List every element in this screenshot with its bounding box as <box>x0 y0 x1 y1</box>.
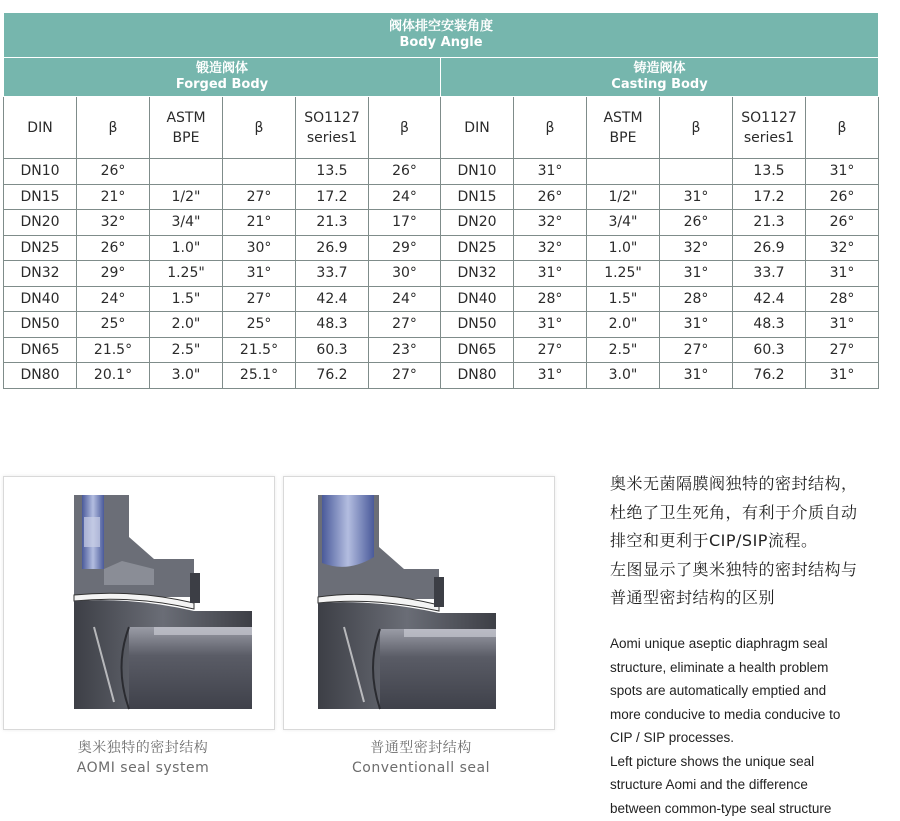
table-cell: 1/2" <box>150 184 223 210</box>
table-cell: 3.0" <box>587 363 660 389</box>
col-astm-line1: ASTM <box>166 109 206 126</box>
table-cell: DN65 <box>441 337 514 363</box>
conventional-seal-caption-zh: 普通型密封结构 <box>370 740 472 756</box>
table-cell: 42.4 <box>733 286 806 312</box>
col-beta: β <box>77 97 150 159</box>
table-cell: 17.2 <box>733 184 806 210</box>
table-cell: 3/4" <box>150 210 223 236</box>
table-cell: 32° <box>806 235 879 261</box>
table-cell: 27° <box>223 184 296 210</box>
table-cell: 31° <box>660 261 733 287</box>
table-cell: 2.5" <box>150 337 223 363</box>
table-cell: 1.0" <box>150 235 223 261</box>
table-title-zh: 阀体排空安装角度 <box>389 19 494 34</box>
table-cell: 26.9 <box>733 235 806 261</box>
table-cell: 26° <box>514 184 587 210</box>
table-cell <box>223 159 296 185</box>
table-row <box>4 210 879 236</box>
forged-body-en: Forged Body <box>175 77 269 92</box>
description-en-line: structure Aomi and the difference <box>610 777 808 792</box>
table-cell: 26° <box>77 159 150 185</box>
table-cell: 21.5° <box>223 337 296 363</box>
forged-body-header <box>4 58 441 97</box>
table-cell: 27° <box>514 337 587 363</box>
col-so-line1: SO1127 <box>304 109 360 126</box>
table-cell: DN15 <box>4 184 77 210</box>
table-title <box>4 13 879 58</box>
description-en-line: spots are automatically emptied and <box>610 683 827 698</box>
table-row <box>4 363 879 389</box>
table-cell: 26° <box>660 210 733 236</box>
col-din: DIN <box>441 97 514 159</box>
aomi-seal-caption-zh: 奥米独特的密封结构 <box>77 740 209 756</box>
table-cell: 21.5° <box>77 337 150 363</box>
table-cell: 48.3 <box>296 312 369 338</box>
table-cell: 1/2" <box>587 184 660 210</box>
table-cell: 27° <box>369 312 441 338</box>
table-cell: 31° <box>514 159 587 185</box>
table-cell: 21° <box>223 210 296 236</box>
table-cell: 48.3 <box>733 312 806 338</box>
table-cell: 1.0" <box>587 235 660 261</box>
description-english <box>610 632 895 820</box>
col-beta: β <box>514 97 587 159</box>
col-beta: β <box>660 97 733 159</box>
table-cell: 31° <box>223 261 296 287</box>
table-cell: 3.0" <box>150 363 223 389</box>
table-cell: 31° <box>806 363 879 389</box>
col-astm-bpe <box>587 97 660 159</box>
table-cell: 32° <box>77 210 150 236</box>
table-cell: DN10 <box>441 159 514 185</box>
col-so1127 <box>296 97 369 159</box>
table-cell: 32° <box>514 210 587 236</box>
description-en-line: Aomi unique aseptic diaphragm seal <box>610 636 828 651</box>
casting-body-header <box>441 58 879 97</box>
table-cell: 24° <box>77 286 150 312</box>
table-cell: 29° <box>77 261 150 287</box>
table-cell: 20.1° <box>77 363 150 389</box>
table-cell: 25° <box>223 312 296 338</box>
table-title-en: Body Angle <box>399 35 483 50</box>
aomi-seal-image-panel <box>3 476 275 730</box>
table-cell: 42.4 <box>296 286 369 312</box>
description-zh-line: 普通型密封结构的区别 <box>610 588 776 607</box>
table-cell: DN80 <box>4 363 77 389</box>
table-cell: DN40 <box>4 286 77 312</box>
table-cell: 25.1° <box>223 363 296 389</box>
body-angle-table <box>3 12 879 389</box>
description-en-line: structure, eliminate a health problem <box>610 659 829 675</box>
col-so-line1: SO1127 <box>741 109 797 126</box>
description-zh-line: 左图显示了奥米独特的密封结构与 <box>610 559 858 579</box>
table-body <box>4 159 879 389</box>
table-cell: 33.7 <box>733 261 806 287</box>
table-cell: 60.3 <box>733 337 806 363</box>
table-cell: 32° <box>660 235 733 261</box>
table-cell: DN15 <box>441 184 514 210</box>
table-cell: DN40 <box>441 286 514 312</box>
table-cell: 24° <box>369 184 441 210</box>
table-cell: 28° <box>514 286 587 312</box>
casting-body-en: Casting Body <box>611 77 708 92</box>
table-cell: 1.25" <box>587 261 660 287</box>
table-cell: 31° <box>514 261 587 287</box>
table-row <box>4 235 879 261</box>
table-cell: 30° <box>369 261 441 287</box>
table-cell: 21° <box>77 184 150 210</box>
table-cell: DN50 <box>4 312 77 338</box>
table-cell: 60.3 <box>296 337 369 363</box>
table-cell: 26° <box>369 159 441 185</box>
table-cell: 1.25" <box>150 261 223 287</box>
table-cell: 23° <box>369 337 441 363</box>
table-cell: 13.5 <box>733 159 806 185</box>
table-cell: 26° <box>806 210 879 236</box>
description-en-line: between common-type seal structure <box>610 800 832 816</box>
aomi-seal-illustration <box>4 477 274 729</box>
forged-body-zh: 锻造阀体 <box>195 61 248 76</box>
aomi-seal-caption <box>8 738 278 778</box>
description-zh-line: 奥米无菌隔膜阀独特的密封结构， <box>610 474 858 493</box>
table-cell: 21.3 <box>733 210 806 236</box>
table-cell: DN32 <box>4 261 77 287</box>
col-beta: β <box>806 97 879 159</box>
col-astm-line1: ASTM <box>603 109 643 126</box>
table-cell: DN20 <box>4 210 77 236</box>
table-cell: 24° <box>369 286 441 312</box>
description-en-line: Left picture shows the unique seal <box>610 753 815 769</box>
table-cell: 31° <box>514 363 587 389</box>
table-cell: DN25 <box>441 235 514 261</box>
table-cell: 29° <box>369 235 441 261</box>
table-cell: 26° <box>77 235 150 261</box>
table-cell: DN80 <box>441 363 514 389</box>
table-cell <box>150 159 223 185</box>
table-cell: DN32 <box>441 261 514 287</box>
table-cell: 27° <box>223 286 296 312</box>
table-cell: 2.5" <box>587 337 660 363</box>
table-cell: 76.2 <box>296 363 369 389</box>
table-cell: 2.0" <box>587 312 660 338</box>
table-cell: 27° <box>660 337 733 363</box>
col-din: DIN <box>4 97 77 159</box>
table-cell: 28° <box>806 286 879 312</box>
conventional-seal-caption <box>286 738 556 778</box>
casting-body-zh: 铸造阀体 <box>633 61 686 76</box>
table-cell: 13.5 <box>296 159 369 185</box>
table-cell: DN25 <box>4 235 77 261</box>
table-cell <box>660 159 733 185</box>
table-cell: DN65 <box>4 337 77 363</box>
table-cell: 27° <box>806 337 879 363</box>
col-so-line2: series1 <box>743 129 795 146</box>
table-row <box>4 159 879 185</box>
table-cell: 21.3 <box>296 210 369 236</box>
table-cell: 76.2 <box>733 363 806 389</box>
description-zh-line: 排空和更利于CIP/SIP流程。 <box>610 531 818 550</box>
description-en-line: more conducive to media conducive to <box>610 706 841 722</box>
table-cell: 31° <box>514 312 587 338</box>
table-cell: 27° <box>369 363 441 389</box>
col-so-line2: series1 <box>306 129 358 146</box>
col-so1127 <box>733 97 806 159</box>
description-en-line: CIP / SIP processes. <box>610 730 735 745</box>
table-row <box>4 184 879 210</box>
col-astm-line2: BPE <box>609 129 637 146</box>
table-cell: DN20 <box>441 210 514 236</box>
conventional-seal-caption-en: Conventionall seal <box>352 760 490 776</box>
description-zh-line: 杜绝了卫生死角，有利于介质自动 <box>610 502 858 522</box>
table-cell: 30° <box>223 235 296 261</box>
table-cell: 26° <box>806 184 879 210</box>
table-cell <box>587 159 660 185</box>
table-row <box>4 286 879 312</box>
col-astm-bpe <box>150 97 223 159</box>
table-cell: 25° <box>77 312 150 338</box>
table-cell: 32° <box>514 235 587 261</box>
table-cell: 31° <box>660 184 733 210</box>
table-cell: 3/4" <box>587 210 660 236</box>
table-cell: 1.5" <box>587 286 660 312</box>
table-cell: 31° <box>806 159 879 185</box>
table-cell: 31° <box>806 261 879 287</box>
table-cell: 26.9 <box>296 235 369 261</box>
table-cell: 31° <box>660 312 733 338</box>
col-astm-line2: BPE <box>172 129 200 146</box>
table-cell: 33.7 <box>296 261 369 287</box>
table-cell: 31° <box>660 363 733 389</box>
table-cell: 2.0" <box>150 312 223 338</box>
table-row <box>4 337 879 363</box>
conventional-seal-image-panel <box>283 476 555 730</box>
table-row <box>4 312 879 338</box>
table-cell: 28° <box>660 286 733 312</box>
table-cell: 1.5" <box>150 286 223 312</box>
aomi-seal-caption-en: AOMI seal system <box>76 760 210 776</box>
table-cell: 17° <box>369 210 441 236</box>
col-beta: β <box>369 97 441 159</box>
table-cell: DN10 <box>4 159 77 185</box>
table-cell: 31° <box>806 312 879 338</box>
description-chinese <box>610 470 895 613</box>
conventional-seal-illustration <box>284 477 554 729</box>
table-row <box>4 261 879 287</box>
table-cell: DN50 <box>441 312 514 338</box>
col-beta: β <box>223 97 296 159</box>
table-cell: 17.2 <box>296 184 369 210</box>
